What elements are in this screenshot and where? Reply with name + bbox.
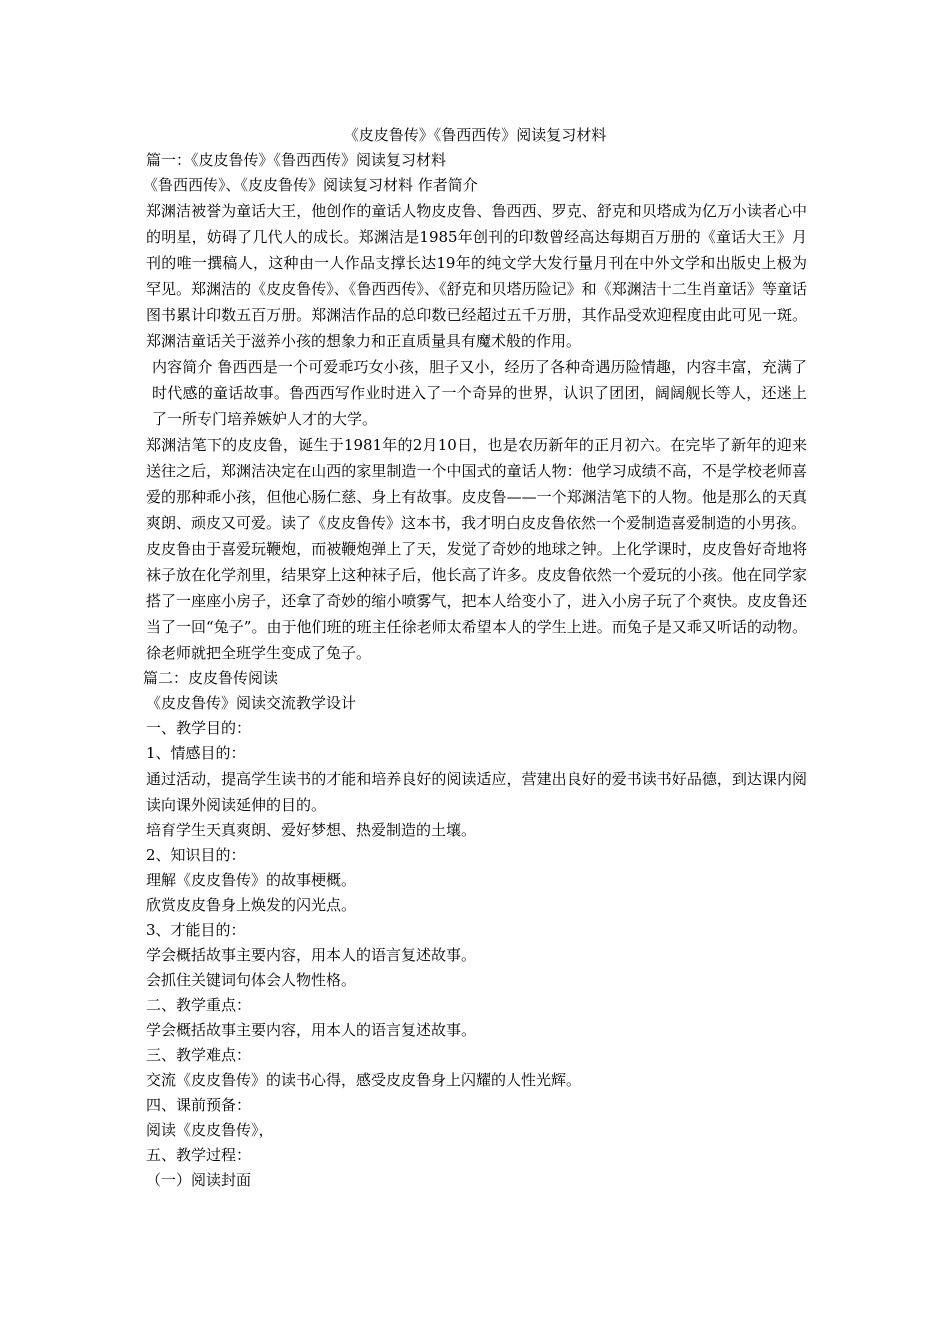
section-heading-1: 篇一：《皮皮鲁传》《鲁西西传》阅读复习材料 [146,151,447,169]
document-title: 《皮皮鲁传》《鲁西西传》阅读复习材料 [343,126,607,144]
line-cultivate: 培育学生天真爽朗、爱好梦想、热爱制造的土壤。 [146,821,477,839]
document-page [143,123,807,1193]
heading-knowledge-goals: 2、知识目的： [146,846,246,864]
subheading-author: 《鲁西西传》、《皮皮鲁传》阅读复习材料 作者简介 [143,176,478,194]
paragraph-pipilu-birth: 郑渊洁笔下的皮皮鲁，诞生于1981年的2月10日，也是农历新年的正月初六。在完毕了新年的迎来送往之后，郑渊洁决定在山西的家里制造一个中国式的童话人物：他学习成绩不高，不是学校老师喜爱的那种乖小孩，但他心肠仁慈、身上有故事。皮皮鲁——一个郑渊洁笔下的人物。他是那么的天真爽朗、顽皮又可爱。读了《皮皮鲁传》这本书，我才明白皮皮鲁依然一个爱制造喜爱制造的小男孩。 [146,436,807,532]
paragraph-author-intro: 郑渊洁被誉为童话大王，他创作的童话人物皮皮鲁、鲁西西、罗克、舒克和贝塔成为亿万小读者心中的明星，妨碍了几代人的成长。郑渊洁是1985年创刊的印数曾经高达每期百万册的《童话大王》月刊的唯一撰稿人，这种由一人作品支撑长达19年的纯文学大发行量月刊在中外文学和出版史上极为罕见。郑渊洁的《皮皮鲁传》、《鲁西西传》、《舒克和贝塔历险记》和《郑渊洁十二生肖童话》等童话图书累计印数五百万册。郑渊洁作品的总印数已经超过五千万册，其作品受欢迎程度由此可见一斑。郑渊洁童话关于滋养小孩的想象力和正直质量具有魔术般的作用。 [146,202,807,350]
line-preparation-content: 阅读《皮皮鲁传》， [146,1121,274,1139]
paragraph-content-summary: 内容简介 鲁西西是一个可爱乖巧女小孩，胆子又小，经历了各种奇遇历险情趣，内容丰富，充满了时代感的童话故事。鲁西西写作业时进入了一个奇异的世界，认识了团团，阔阔舰长等人，还迷上了一所专门培养嫉妒人才的大学。 [152,358,807,428]
section-heading-2: 篇二：皮皮鲁传阅读 [143,669,279,687]
heading-preparation: 四、课前预备： [146,1096,252,1114]
paragraph-activity-goal: 通过活动，提高学生读书的才能和培养良好的阅读适应，营建出良好的爱书读书好品德，到达课内阅读向课外阅读延伸的目的。 [146,770,807,814]
heading-teaching-difficulty: 三、教学难点： [146,1046,252,1064]
heading-teaching-goals: 一、教学目的： [146,719,252,737]
line-summarize-story: 学会概括故事主要内容，用本人的语言复述故事。 [146,946,477,964]
line-focus-content: 学会概括故事主要内容，用本人的语言复述故事。 [146,1021,477,1039]
lesson-design-title: 《皮皮鲁传》阅读交流教学设计 [146,694,357,712]
line-key-words: 会抓住关键词句体会人物性格。 [146,971,357,989]
paragraph-pipilu-stories: 皮皮鲁由于喜爱玩鞭炮，而被鞭炮弹上了天，发觉了奇妙的地球之钟。上化学课时，皮皮鲁好奇地将袜子放在化学剂里，结果穿上这种袜子后，他长高了许多。皮皮鲁依然一个爱玩的小孩。他在同学家搭了一座座小房子，还拿了奇妙的缩小喷雾气，把本人给变小了，进入小房子玩了个爽快。皮皮鲁还当了一回“兔子”。由于他们班的班主任徐老师太希望本人的学生上进。而兔子是又乖又听话的动物。徐老师就把全班学生变成了兔子。 [146,540,807,662]
line-difficulty-content: 交流《皮皮鲁传》的读书心得，感受皮皮鲁身上闪耀的人性光辉。 [146,1071,582,1089]
heading-teaching-process: 五、教学过程： [146,1146,252,1164]
heading-emotional-goals: 1、情感目的： [146,744,246,762]
line-read-cover: （一）阅读封面 [146,1171,252,1189]
heading-teaching-focus: 二、教学重点： [146,996,252,1014]
heading-ability-goals: 3、才能目的： [146,921,246,939]
line-appreciate: 欣赏皮皮鲁身上焕发的闪光点。 [146,896,357,914]
line-understand-story: 理解《皮皮鲁传》的故事梗概。 [146,871,357,889]
